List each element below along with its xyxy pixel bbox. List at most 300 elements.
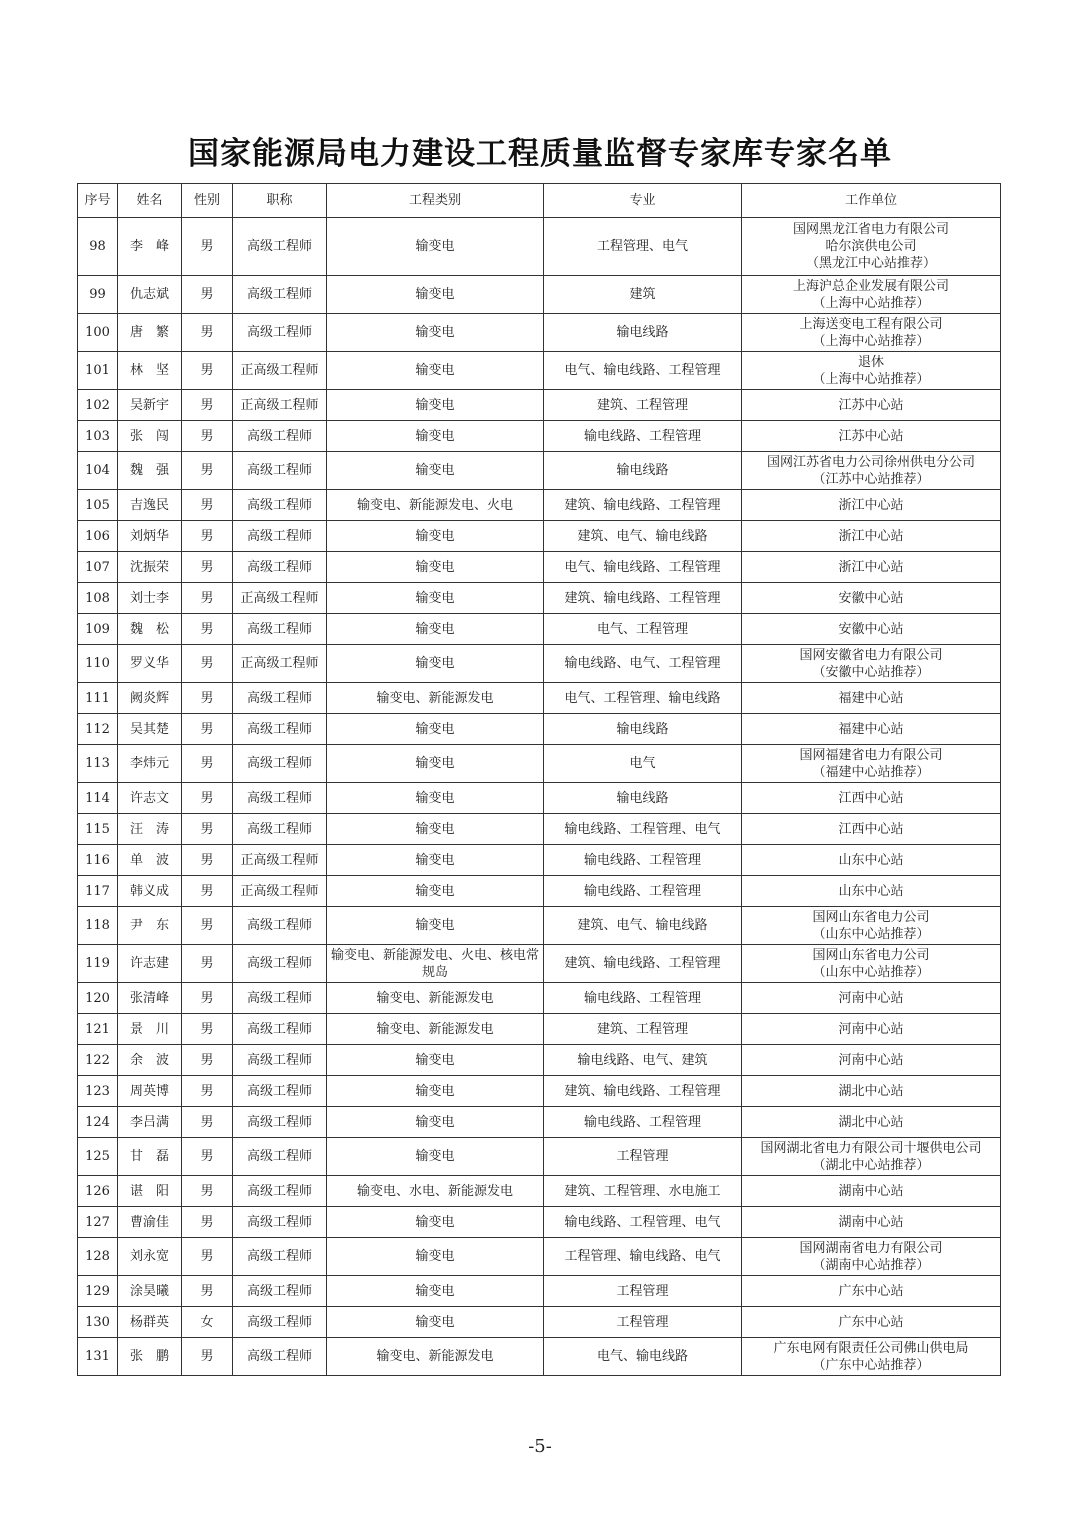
table-row bbox=[78, 490, 1001, 521]
cell-gender: 男 bbox=[182, 945, 233, 983]
cell-major: 输电线路 bbox=[544, 314, 742, 352]
expert-table bbox=[77, 183, 1001, 1376]
table-row bbox=[78, 276, 1001, 314]
cell-title: 高级工程师 bbox=[233, 452, 327, 490]
unit-line: 湖南中心站 bbox=[838, 1183, 904, 1199]
cell-title: 正高级工程师 bbox=[233, 390, 327, 421]
cell-gender: 男 bbox=[182, 845, 233, 876]
unit-line: （山东中心站推荐） bbox=[812, 964, 930, 980]
table-row bbox=[78, 1276, 1001, 1307]
cell-gender: 男 bbox=[182, 1238, 233, 1276]
cell-category: 输变电、新能源发电、火电、核电常规岛 bbox=[327, 945, 544, 983]
cell-unit bbox=[742, 1307, 1001, 1338]
cell-gender: 男 bbox=[182, 876, 233, 907]
cell-major: 输电线路 bbox=[544, 783, 742, 814]
unit-line: （安徽中心站推荐） bbox=[812, 664, 930, 680]
cell-gender: 男 bbox=[182, 276, 233, 314]
cell-gender: 男 bbox=[182, 1207, 233, 1238]
cell-category: 输变电 bbox=[327, 907, 544, 945]
cell-unit bbox=[742, 583, 1001, 614]
cell-name: 吴其楚 bbox=[118, 714, 182, 745]
table-row bbox=[78, 352, 1001, 390]
unit-line: （上海中心站推荐） bbox=[812, 295, 930, 311]
cell-major: 输电线路、工程管理 bbox=[544, 845, 742, 876]
cell-category: 输变电 bbox=[327, 521, 544, 552]
table-row bbox=[78, 745, 1001, 783]
cell-title: 高级工程师 bbox=[233, 783, 327, 814]
unit-line: 河南中心站 bbox=[838, 1052, 904, 1068]
cell-gender: 男 bbox=[182, 421, 233, 452]
cell-major: 电气、输电线路 bbox=[544, 1338, 742, 1376]
unit-line: 江苏中心站 bbox=[838, 428, 904, 444]
cell-unit bbox=[742, 1076, 1001, 1107]
cell-gender: 男 bbox=[182, 1045, 233, 1076]
cell-title: 高级工程师 bbox=[233, 614, 327, 645]
cell-unit bbox=[742, 876, 1001, 907]
cell-title: 高级工程师 bbox=[233, 1014, 327, 1045]
cell-name: 仇志斌 bbox=[118, 276, 182, 314]
cell-name: 尹 东 bbox=[118, 907, 182, 945]
cell-unit bbox=[742, 614, 1001, 645]
cell-no: 115 bbox=[78, 814, 118, 845]
table-row bbox=[78, 876, 1001, 907]
cell-category: 输变电、水电、新能源发电 bbox=[327, 1176, 544, 1207]
cell-major: 建筑、输电线路、工程管理 bbox=[544, 583, 742, 614]
cell-unit bbox=[742, 845, 1001, 876]
cell-no: 104 bbox=[78, 452, 118, 490]
cell-gender: 男 bbox=[182, 390, 233, 421]
cell-category: 输变电、新能源发电 bbox=[327, 1014, 544, 1045]
cell-major: 输电线路、工程管理 bbox=[544, 983, 742, 1014]
cell-major: 输电线路、工程管理、电气 bbox=[544, 1207, 742, 1238]
cell-major: 电气、工程管理、输电线路 bbox=[544, 683, 742, 714]
cell-name: 曹渝佳 bbox=[118, 1207, 182, 1238]
table-row bbox=[78, 1238, 1001, 1276]
cell-major: 输电线路 bbox=[544, 452, 742, 490]
table-row bbox=[78, 1076, 1001, 1107]
cell-no: 110 bbox=[78, 645, 118, 683]
cell-unit bbox=[742, 276, 1001, 314]
unit-line: 广东中心站 bbox=[838, 1283, 904, 1299]
cell-no: 109 bbox=[78, 614, 118, 645]
cell-category: 输变电 bbox=[327, 745, 544, 783]
cell-unit bbox=[742, 1107, 1001, 1138]
cell-no: 120 bbox=[78, 983, 118, 1014]
header-unit: 工作单位 bbox=[742, 184, 1001, 218]
cell-category: 输变电、新能源发电、火电 bbox=[327, 490, 544, 521]
cell-gender: 男 bbox=[182, 714, 233, 745]
unit-line: 湖北中心站 bbox=[838, 1083, 904, 1099]
cell-name: 刘永宽 bbox=[118, 1238, 182, 1276]
table-row bbox=[78, 614, 1001, 645]
cell-no: 116 bbox=[78, 845, 118, 876]
cell-category: 输变电 bbox=[327, 352, 544, 390]
cell-gender: 男 bbox=[182, 614, 233, 645]
cell-gender: 男 bbox=[182, 1107, 233, 1138]
cell-major: 建筑、输电线路、工程管理 bbox=[544, 1076, 742, 1107]
table-body bbox=[78, 218, 1001, 1376]
cell-category: 输变电 bbox=[327, 876, 544, 907]
unit-line: 河南中心站 bbox=[838, 1021, 904, 1037]
table-row bbox=[78, 1014, 1001, 1045]
cell-gender: 男 bbox=[182, 907, 233, 945]
cell-major: 工程管理 bbox=[544, 1276, 742, 1307]
table-row bbox=[78, 452, 1001, 490]
cell-gender: 男 bbox=[182, 745, 233, 783]
cell-unit bbox=[742, 645, 1001, 683]
cell-gender: 男 bbox=[182, 1014, 233, 1045]
cell-no: 108 bbox=[78, 583, 118, 614]
cell-unit bbox=[742, 683, 1001, 714]
cell-name: 余 波 bbox=[118, 1045, 182, 1076]
table-row bbox=[78, 814, 1001, 845]
cell-name: 李吕满 bbox=[118, 1107, 182, 1138]
cell-no: 119 bbox=[78, 945, 118, 983]
unit-line: 湖南中心站 bbox=[838, 1214, 904, 1230]
cell-gender: 男 bbox=[182, 521, 233, 552]
cell-title: 高级工程师 bbox=[233, 1207, 327, 1238]
cell-category: 输变电、新能源发电 bbox=[327, 683, 544, 714]
table-row bbox=[78, 714, 1001, 745]
cell-name: 单 波 bbox=[118, 845, 182, 876]
cell-major: 电气、工程管理 bbox=[544, 614, 742, 645]
cell-no: 106 bbox=[78, 521, 118, 552]
table-row bbox=[78, 1176, 1001, 1207]
cell-category: 输变电 bbox=[327, 276, 544, 314]
cell-major: 输电线路 bbox=[544, 714, 742, 745]
cell-category: 输变电 bbox=[327, 583, 544, 614]
unit-line: 国网山东省电力公司 bbox=[812, 909, 930, 925]
cell-no: 105 bbox=[78, 490, 118, 521]
cell-title: 高级工程师 bbox=[233, 1276, 327, 1307]
cell-gender: 男 bbox=[182, 645, 233, 683]
cell-major: 工程管理 bbox=[544, 1307, 742, 1338]
cell-unit bbox=[742, 452, 1001, 490]
cell-gender: 男 bbox=[182, 314, 233, 352]
cell-gender: 男 bbox=[182, 983, 233, 1014]
table-row bbox=[78, 521, 1001, 552]
unit-line: 安徽中心站 bbox=[838, 621, 904, 637]
cell-gender: 女 bbox=[182, 1307, 233, 1338]
table-row bbox=[78, 907, 1001, 945]
cell-unit bbox=[742, 714, 1001, 745]
cell-title: 高级工程师 bbox=[233, 1107, 327, 1138]
cell-no: 130 bbox=[78, 1307, 118, 1338]
cell-title: 高级工程师 bbox=[233, 276, 327, 314]
cell-no: 102 bbox=[78, 390, 118, 421]
unit-line: 安徽中心站 bbox=[838, 590, 904, 606]
cell-no: 125 bbox=[78, 1138, 118, 1176]
cell-no: 124 bbox=[78, 1107, 118, 1138]
cell-gender: 男 bbox=[182, 552, 233, 583]
cell-name: 景 川 bbox=[118, 1014, 182, 1045]
cell-category: 输变电 bbox=[327, 783, 544, 814]
cell-no: 114 bbox=[78, 783, 118, 814]
cell-no: 118 bbox=[78, 907, 118, 945]
cell-title: 正高级工程师 bbox=[233, 845, 327, 876]
unit-line: 山东中心站 bbox=[838, 852, 904, 868]
cell-category: 输变电 bbox=[327, 614, 544, 645]
cell-no: 112 bbox=[78, 714, 118, 745]
cell-category: 输变电 bbox=[327, 218, 544, 276]
cell-category: 输变电 bbox=[327, 1238, 544, 1276]
cell-gender: 男 bbox=[182, 583, 233, 614]
cell-name: 许志文 bbox=[118, 783, 182, 814]
table-header-row bbox=[78, 184, 1001, 218]
cell-category: 输变电 bbox=[327, 1276, 544, 1307]
cell-unit bbox=[742, 352, 1001, 390]
cell-name: 吉逸民 bbox=[118, 490, 182, 521]
table-row bbox=[78, 1338, 1001, 1376]
cell-title: 高级工程师 bbox=[233, 1045, 327, 1076]
cell-major: 输电线路、工程管理 bbox=[544, 876, 742, 907]
cell-major: 输电线路、工程管理 bbox=[544, 1107, 742, 1138]
unit-line: （上海中心站推荐） bbox=[812, 371, 930, 387]
cell-name: 周英博 bbox=[118, 1076, 182, 1107]
cell-name: 李 峰 bbox=[118, 218, 182, 276]
cell-unit bbox=[742, 1207, 1001, 1238]
unit-line: （山东中心站推荐） bbox=[812, 926, 930, 942]
unit-line: 国网山东省电力公司 bbox=[812, 947, 930, 963]
cell-title: 高级工程师 bbox=[233, 1176, 327, 1207]
cell-category: 输变电、新能源发电 bbox=[327, 983, 544, 1014]
cell-title: 高级工程师 bbox=[233, 552, 327, 583]
cell-major: 输电线路、工程管理、电气 bbox=[544, 814, 742, 845]
cell-major: 建筑、电气、输电线路 bbox=[544, 521, 742, 552]
cell-no: 98 bbox=[78, 218, 118, 276]
cell-category: 输变电 bbox=[327, 390, 544, 421]
cell-name: 杨群英 bbox=[118, 1307, 182, 1338]
cell-gender: 男 bbox=[182, 1276, 233, 1307]
unit-line: 浙江中心站 bbox=[838, 497, 904, 513]
cell-gender: 男 bbox=[182, 783, 233, 814]
unit-line: 哈尔滨供电公司 bbox=[825, 239, 917, 254]
table-row bbox=[78, 1138, 1001, 1176]
table-row bbox=[78, 1107, 1001, 1138]
cell-name: 刘炳华 bbox=[118, 521, 182, 552]
cell-gender: 男 bbox=[182, 1138, 233, 1176]
cell-unit bbox=[742, 421, 1001, 452]
cell-category: 输变电 bbox=[327, 714, 544, 745]
cell-major: 建筑、工程管理 bbox=[544, 390, 742, 421]
cell-name: 沈振荣 bbox=[118, 552, 182, 583]
unit-line: 江苏中心站 bbox=[838, 397, 904, 413]
cell-name: 林 坚 bbox=[118, 352, 182, 390]
table-row bbox=[78, 314, 1001, 352]
cell-major: 工程管理、电气 bbox=[544, 218, 742, 276]
cell-gender: 男 bbox=[182, 218, 233, 276]
unit-line: 国网湖南省电力有限公司 bbox=[799, 1240, 943, 1256]
cell-title: 高级工程师 bbox=[233, 1076, 327, 1107]
cell-title: 正高级工程师 bbox=[233, 645, 327, 683]
unit-line: 广东电网有限责任公司佛山供电局 bbox=[773, 1340, 969, 1356]
cell-title: 高级工程师 bbox=[233, 218, 327, 276]
table-row bbox=[78, 783, 1001, 814]
unit-line: 江西中心站 bbox=[838, 790, 904, 806]
cell-title: 高级工程师 bbox=[233, 490, 327, 521]
cell-title: 正高级工程师 bbox=[233, 352, 327, 390]
cell-major: 建筑、电气、输电线路 bbox=[544, 907, 742, 945]
table-row bbox=[78, 1307, 1001, 1338]
cell-name: 刘士李 bbox=[118, 583, 182, 614]
cell-unit bbox=[742, 1338, 1001, 1376]
cell-no: 117 bbox=[78, 876, 118, 907]
table-row bbox=[78, 390, 1001, 421]
cell-name: 张 鹏 bbox=[118, 1338, 182, 1376]
cell-major: 建筑、输电线路、工程管理 bbox=[544, 490, 742, 521]
cell-unit bbox=[742, 1014, 1001, 1045]
cell-gender: 男 bbox=[182, 490, 233, 521]
cell-major: 电气、输电线路、工程管理 bbox=[544, 352, 742, 390]
cell-name: 阙炎辉 bbox=[118, 683, 182, 714]
cell-unit bbox=[742, 1238, 1001, 1276]
cell-no: 122 bbox=[78, 1045, 118, 1076]
cell-title: 高级工程师 bbox=[233, 907, 327, 945]
unit-line: （江苏中心站推荐） bbox=[812, 471, 930, 487]
cell-unit bbox=[742, 490, 1001, 521]
cell-category: 输变电 bbox=[327, 1045, 544, 1076]
cell-title: 高级工程师 bbox=[233, 1138, 327, 1176]
cell-major: 建筑 bbox=[544, 276, 742, 314]
cell-category: 输变电 bbox=[327, 421, 544, 452]
table-row bbox=[78, 421, 1001, 452]
cell-unit bbox=[742, 1045, 1001, 1076]
cell-no: 111 bbox=[78, 683, 118, 714]
unit-line: 浙江中心站 bbox=[838, 559, 904, 575]
header-title: 职称 bbox=[233, 184, 327, 218]
cell-title: 正高级工程师 bbox=[233, 876, 327, 907]
unit-line: 浙江中心站 bbox=[838, 528, 904, 544]
cell-unit bbox=[742, 552, 1001, 583]
cell-title: 高级工程师 bbox=[233, 1307, 327, 1338]
header-category: 工程类别 bbox=[327, 184, 544, 218]
unit-line: 上海送变电工程有限公司 bbox=[799, 316, 943, 332]
cell-name: 罗义华 bbox=[118, 645, 182, 683]
cell-name: 许志建 bbox=[118, 945, 182, 983]
page-number: -5- bbox=[528, 1436, 552, 1457]
cell-title: 正高级工程师 bbox=[233, 583, 327, 614]
unit-line: 山东中心站 bbox=[838, 883, 904, 899]
cell-name: 张清峰 bbox=[118, 983, 182, 1014]
cell-category: 输变电 bbox=[327, 314, 544, 352]
table-row bbox=[78, 552, 1001, 583]
cell-category: 输变电 bbox=[327, 452, 544, 490]
cell-gender: 男 bbox=[182, 814, 233, 845]
cell-major: 建筑、输电线路、工程管理 bbox=[544, 945, 742, 983]
unit-line: （湖北中心站推荐） bbox=[812, 1157, 930, 1173]
cell-no: 103 bbox=[78, 421, 118, 452]
cell-title: 高级工程师 bbox=[233, 1238, 327, 1276]
cell-name: 吴新宇 bbox=[118, 390, 182, 421]
cell-title: 高级工程师 bbox=[233, 814, 327, 845]
cell-unit bbox=[742, 1138, 1001, 1176]
cell-category: 输变电 bbox=[327, 845, 544, 876]
cell-major: 建筑、工程管理、水电施工 bbox=[544, 1176, 742, 1207]
cell-category: 输变电 bbox=[327, 1138, 544, 1176]
cell-no: 129 bbox=[78, 1276, 118, 1307]
cell-unit bbox=[742, 745, 1001, 783]
cell-title: 高级工程师 bbox=[233, 983, 327, 1014]
cell-no: 123 bbox=[78, 1076, 118, 1107]
cell-gender: 男 bbox=[182, 1176, 233, 1207]
cell-unit bbox=[742, 1176, 1001, 1207]
unit-line: （湖南中心站推荐） bbox=[812, 1257, 930, 1273]
cell-no: 131 bbox=[78, 1338, 118, 1376]
table-row bbox=[78, 945, 1001, 983]
unit-line: （黑龙江中心站推荐） bbox=[805, 256, 936, 271]
cell-title: 高级工程师 bbox=[233, 421, 327, 452]
cell-title: 高级工程师 bbox=[233, 714, 327, 745]
unit-line: 国网江苏省电力公司徐州供电分公司 bbox=[766, 454, 975, 470]
unit-line: 上海沪总企业发展有限公司 bbox=[792, 278, 949, 294]
cell-category: 输变电 bbox=[327, 1207, 544, 1238]
unit-line: （福建中心站推荐） bbox=[812, 764, 930, 780]
cell-name: 汪 涛 bbox=[118, 814, 182, 845]
cell-title: 高级工程师 bbox=[233, 314, 327, 352]
cell-major: 电气、输电线路、工程管理 bbox=[544, 552, 742, 583]
header-major: 专业 bbox=[544, 184, 742, 218]
cell-name: 涂昊曦 bbox=[118, 1276, 182, 1307]
unit-line: （上海中心站推荐） bbox=[812, 333, 930, 349]
table-row bbox=[78, 1207, 1001, 1238]
unit-line: 国网黑龙江省电力有限公司 bbox=[792, 222, 949, 237]
unit-line: （广东中心站推荐） bbox=[812, 1357, 930, 1373]
unit-line: 福建中心站 bbox=[838, 690, 904, 706]
cell-gender: 男 bbox=[182, 1076, 233, 1107]
cell-no: 127 bbox=[78, 1207, 118, 1238]
cell-title: 高级工程师 bbox=[233, 1338, 327, 1376]
cell-unit bbox=[742, 983, 1001, 1014]
cell-major: 电气 bbox=[544, 745, 742, 783]
cell-name: 甘 磊 bbox=[118, 1138, 182, 1176]
cell-major: 建筑、工程管理 bbox=[544, 1014, 742, 1045]
cell-no: 107 bbox=[78, 552, 118, 583]
table-row bbox=[78, 845, 1001, 876]
cell-unit bbox=[742, 783, 1001, 814]
cell-title: 高级工程师 bbox=[233, 745, 327, 783]
cell-major: 工程管理、输电线路、电气 bbox=[544, 1238, 742, 1276]
cell-unit bbox=[742, 521, 1001, 552]
cell-no: 128 bbox=[78, 1238, 118, 1276]
cell-name: 韩义成 bbox=[118, 876, 182, 907]
cell-no: 100 bbox=[78, 314, 118, 352]
cell-category: 输变电 bbox=[327, 552, 544, 583]
cell-category: 输变电、新能源发电 bbox=[327, 1338, 544, 1376]
unit-line: 湖北中心站 bbox=[838, 1114, 904, 1130]
header-name: 姓名 bbox=[118, 184, 182, 218]
cell-category: 输变电 bbox=[327, 814, 544, 845]
document-title: 国家能源局电力建设工程质量监督专家库专家名单 bbox=[188, 136, 892, 172]
table-row bbox=[78, 983, 1001, 1014]
cell-unit bbox=[742, 390, 1001, 421]
table-row bbox=[78, 683, 1001, 714]
cell-title: 高级工程师 bbox=[233, 683, 327, 714]
cell-title: 高级工程师 bbox=[233, 521, 327, 552]
cell-no: 113 bbox=[78, 745, 118, 783]
unit-line: 国网福建省电力有限公司 bbox=[799, 747, 943, 763]
cell-gender: 男 bbox=[182, 1338, 233, 1376]
cell-name: 谌 阳 bbox=[118, 1176, 182, 1207]
cell-category: 输变电 bbox=[327, 645, 544, 683]
unit-line: 国网湖北省电力有限公司十堰供电公司 bbox=[760, 1140, 982, 1156]
header-no: 序号 bbox=[78, 184, 118, 218]
unit-line: 河南中心站 bbox=[838, 990, 904, 1006]
cell-major: 输电线路、电气、建筑 bbox=[544, 1045, 742, 1076]
cell-name: 魏 松 bbox=[118, 614, 182, 645]
unit-line: 江西中心站 bbox=[838, 821, 904, 837]
cell-category: 输变电 bbox=[327, 1076, 544, 1107]
cell-major: 输电线路、工程管理 bbox=[544, 421, 742, 452]
